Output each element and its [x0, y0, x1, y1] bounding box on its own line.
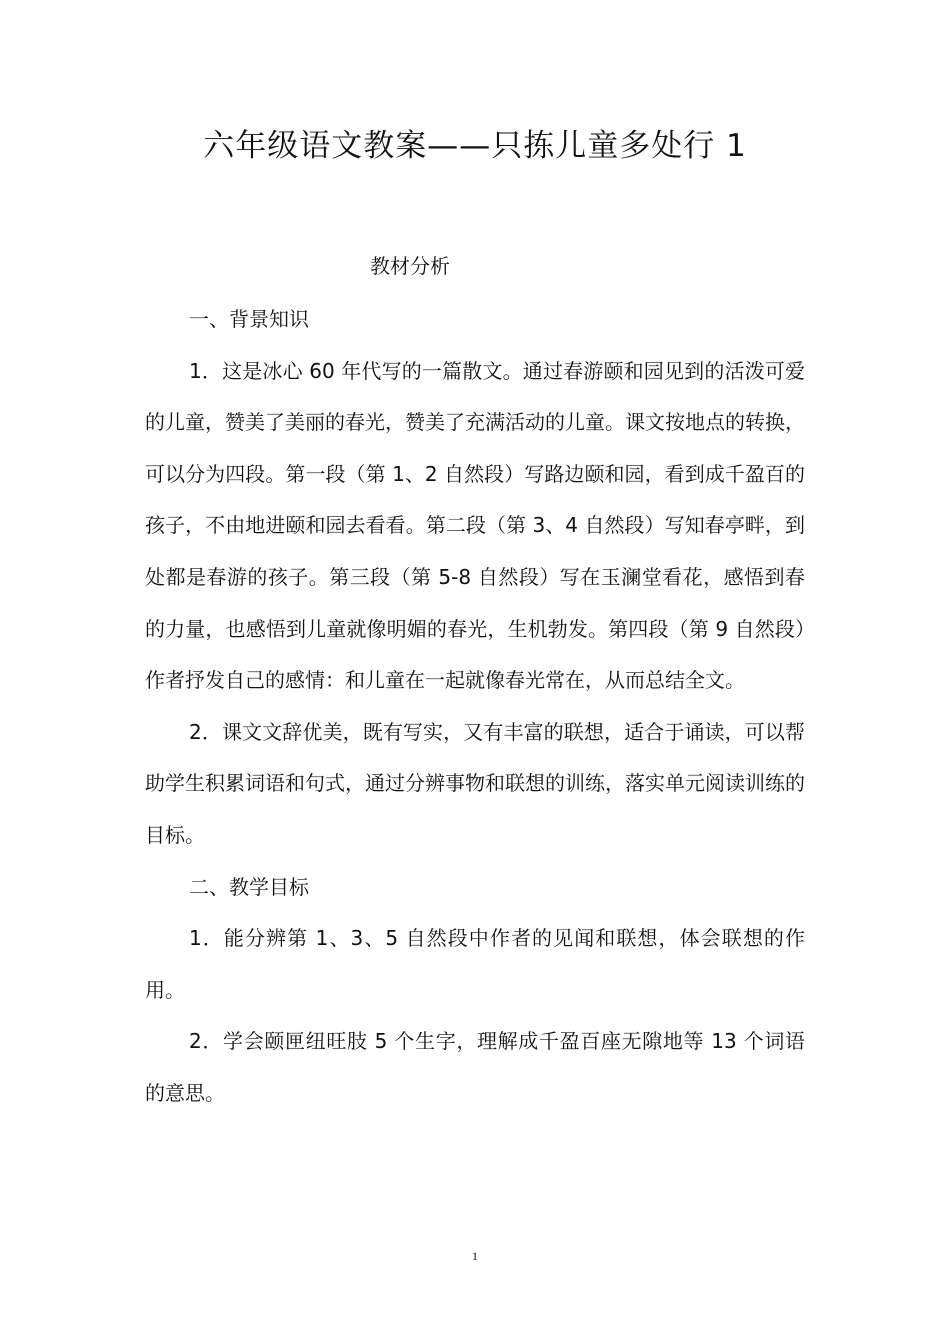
- page-title: 六年级语文教案——只拣儿童多处行 1: [203, 128, 747, 164]
- paragraph-goal-2: 2．学会颐匣纽旺肢 5 个生字，理解成千盈百座无隙地等 13 个词语的意思。: [145, 1029, 805, 1105]
- page-number: 1: [472, 1249, 478, 1263]
- paragraph-text-style: 2．课文文辞优美，既有写实，又有丰富的联想，适合于诵读，可以帮助学生积累词语和句式，通过分辨事物和联想的训练，落实单元阅读训练的目标。: [145, 719, 805, 847]
- paragraph-text-overview: 1．这是冰心 60 年代写的一篇散文。通过春游颐和园见到的活泼可爱的儿童，赞美了美丽的春光，赞美了充满活动的儿童。课文按地点的转换，可以分为四段。第一段（第 1、2 自然段）写路边颐和园，看到成千盈百的孩子，不由地进颐和园去看看。第二段（第 3、4 自然段）写知春亭畔，到处都是春游的孩子。第三段（第 5-8 自然段）写在玉澜堂看花，感悟到春的力量，也感悟到儿童就像明媚的春光，生机勃发。第四段（第 9 自然段）作者抒发自己的感情：和儿童在一起就像春光常在，从而总结全文。: [145, 358, 805, 693]
- heading-background-knowledge: 一、背景知识: [189, 307, 309, 331]
- heading-teaching-goals: 二、教学目标: [189, 874, 309, 899]
- paragraph-goal-1: 1．能分辨第 1、3、5 自然段中作者的见闻和联想，体会联想的作用。: [145, 926, 805, 1002]
- section-heading: 教材分析: [370, 254, 450, 278]
- document-body: [145, 294, 805, 1120]
